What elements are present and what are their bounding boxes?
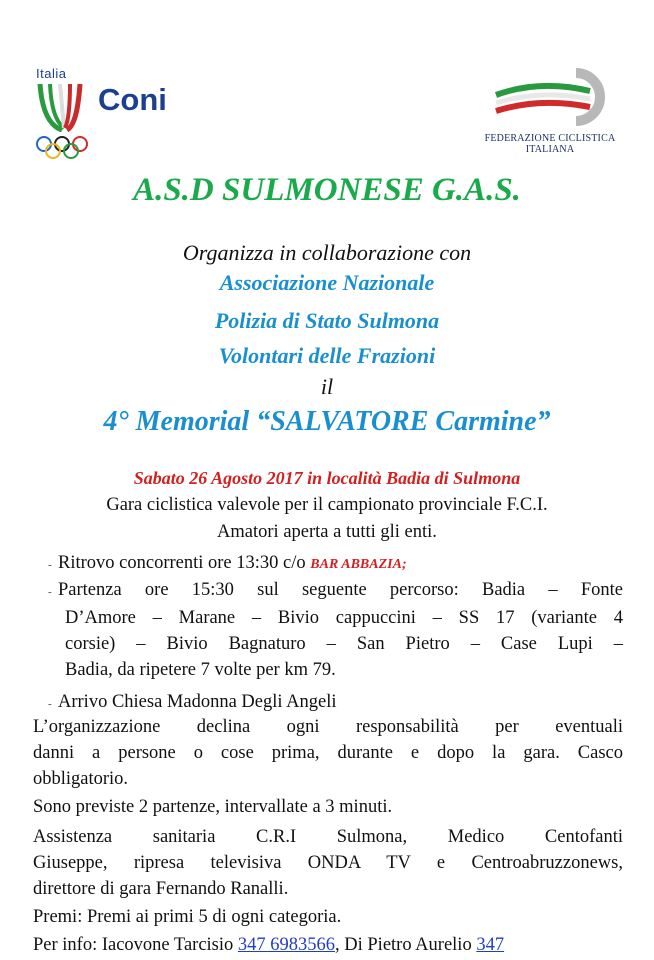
collab-intro: Organizza in collaborazione con: [182, 240, 472, 265]
coni-logo-word: Coni: [98, 82, 167, 117]
ritrovo-item: [48, 550, 407, 578]
resp-line-3: obbligatorio.: [33, 769, 129, 789]
partenza-line-2: D’Amore – Marane – Bivio cappuccini – SS 17 (variante 4: [65, 608, 623, 628]
partenza-line-1: Partenza ore 15:30 sul seguente percorso: Badia – Fonte: [58, 580, 623, 600]
arrivo-text: Arrivo Chiesa Madonna Degli Angeli: [58, 692, 337, 712]
ritrovo-place: BAR ABBAZIA;: [310, 557, 407, 572]
partenze-note: Sono previste 2 partenze, intervallate a 3 minuti.: [33, 797, 393, 817]
coni-logo: [30, 62, 190, 172]
phone-link-1[interactable]: 347 6983566: [237, 935, 336, 955]
gara-line: Gara ciclistica valevole per il campionato provinciale F.C.I.: [106, 495, 548, 515]
partner-2: Polizia di Stato Sulmona: [214, 308, 440, 333]
responsibility-paragraph: [33, 714, 623, 792]
assist-line-2: Giuseppe, ripresa televisiva ONDA TV e Centroabruzzonews,: [33, 853, 623, 873]
partner-3: Volontari delle Frazioni: [218, 343, 436, 368]
resp-line-2: danni a persone o cose prima, durante e dopo la gara. Casco: [33, 743, 623, 763]
ritrovo-text: Ritrovo concorrenti ore 13:30 c/o: [58, 553, 311, 573]
fci-line1: FEDERAZIONE CICLISTICA: [484, 133, 616, 144]
olympic-rings-icon: [34, 134, 96, 162]
resp-line-1: L’organizzazione declina ogni responsabilità per eventuali: [33, 717, 623, 737]
partenza-line-3: corsie) – Bivio Bagnaturo – San Pietro – Case Lupi –: [65, 634, 623, 654]
event-date-line: Sabato 26 Agosto 2017 in località Badia di Sulmona: [133, 468, 521, 488]
assist-line-3: direttore di gara Fernando Ranalli.: [33, 879, 289, 899]
bullet-dash: -: [48, 559, 52, 571]
amatori-line: Amatori aperta a tutti gli enti.: [217, 522, 437, 542]
info-middle: , Di Pietro Aurelio: [335, 935, 477, 955]
partenza-line-4: Badia, da ripetere 7 volte per km 79.: [65, 660, 336, 680]
il-connector: il: [320, 374, 334, 399]
coni-flag-icon: [36, 82, 92, 132]
fci-logo: [470, 65, 630, 165]
fci-emblem-icon: [490, 65, 610, 127]
info-prefix: Per info: Iacovone Tarcisio: [33, 935, 238, 955]
arrivo-item: [48, 689, 336, 717]
assistance-paragraph: [33, 824, 623, 902]
info-line: [33, 932, 623, 958]
organizer-title: A.S.D SULMONESE G.A.S.: [133, 172, 521, 208]
partner-1: Associazione Nazionale: [219, 270, 435, 295]
partenza-item: [48, 577, 623, 683]
coni-logo-small-text: Italia: [36, 66, 67, 81]
assist-line-1: Assistenza sanitaria C.R.I Sulmona, Medico Centofanti: [33, 827, 623, 847]
fci-logo-text: [470, 133, 630, 155]
fci-line2: ITALIANA: [525, 144, 575, 155]
premi-note: Premi: Premi ai primi 5 di ogni categoria.: [33, 907, 342, 927]
bullet-dash: -: [48, 586, 52, 598]
bullet-dash: -: [48, 698, 52, 710]
event-title: 4° Memorial “SALVATORE Carmine”: [103, 406, 551, 437]
phone-link-2[interactable]: 347: [476, 935, 505, 955]
